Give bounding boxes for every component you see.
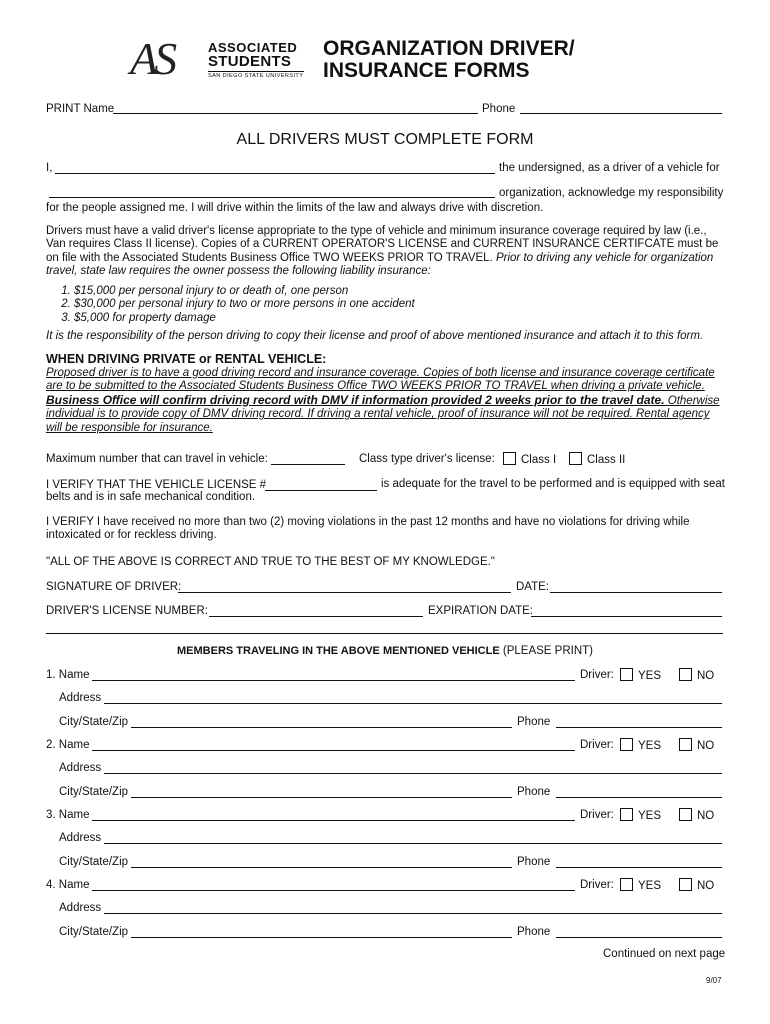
member-city-field[interactable]	[131, 937, 512, 938]
signature-label: SIGNATURE OF DRIVER:	[46, 581, 182, 593]
requirements-paragraph	[46, 225, 726, 279]
member-address-label: Address	[59, 762, 102, 774]
member-block	[0, 738, 770, 808]
member-name-label: 4. Name	[46, 879, 90, 891]
insurance-item: 3. $5,000 for property damage	[74, 312, 646, 325]
logo-divider	[208, 71, 304, 72]
member-block	[0, 878, 770, 948]
organization-field[interactable]	[49, 197, 495, 198]
member-city-label: City/State/Zip	[59, 926, 129, 938]
certify-text: "ALL OF THE ABOVE IS CORRECT AND TRUE TO THE BEST OF MY KNOWLEDGE."	[46, 556, 495, 568]
all-drivers-heading: ALL DRIVERS MUST COMPLETE FORM	[236, 131, 534, 148]
responsibility-text: It is the responsibility of the person driving to copy their license and proof of above mentioned insurance and attach it to this form.	[46, 330, 704, 342]
no-label: NO	[697, 880, 715, 892]
private-text-1: Proposed driver is to have a good driving record and insurance coverage. Copies of both license and insurance coverage certificate are to be submitted to the Associated Students Business Office TWO WEEKS PRIOR TO TRAVEL when driving a private vehicle.	[46, 367, 715, 393]
requirements-text: Drivers must have a valid driver's license appropriate to the type of vehicle and minimum insurance coverage required by law (i.e., Van requires Class II license). Copies of a CURRENT OPERATOR'S LICENSE and CURRENT INSURANCE CERTIFCATE must be on file with the Associated Students Business Office TWO WEEKS PRIOR TO TRAVEL.	[46, 225, 719, 264]
member-name-label: 3. Name	[46, 809, 90, 821]
undersigned-text: the undersigned, as a driver of a vehicle for	[499, 162, 720, 174]
print-name-field[interactable]	[113, 113, 478, 114]
phone-label: Phone	[482, 103, 516, 115]
member-city-field[interactable]	[131, 867, 512, 868]
organization-text: organization, acknowledge my responsibility	[499, 187, 724, 199]
member-driver-yes[interactable]	[620, 668, 661, 683]
yes-label: YES	[638, 810, 662, 822]
member-city-field[interactable]	[131, 797, 512, 798]
member-address-label: Address	[59, 692, 102, 704]
member-address-field[interactable]	[104, 703, 722, 704]
member-phone-label: Phone	[517, 786, 551, 798]
member-driver-label: Driver:	[580, 809, 614, 821]
no-checkbox[interactable]	[679, 808, 692, 821]
member-block	[0, 668, 770, 738]
continued-note: Continued on next page	[603, 948, 726, 960]
logo-line-associated: ASSOCIATED	[208, 40, 298, 55]
no-label: NO	[697, 670, 715, 682]
license-number-label: DRIVER'S LICENSE NUMBER:	[46, 605, 208, 617]
discretion-text: for the people assigned me. I will drive within the limits of the law and always drive with discretion.	[46, 202, 544, 214]
insurance-item: 2. $30,000 per personal injury to two or more persons in one accident	[74, 298, 646, 311]
member-driver-no[interactable]	[679, 878, 714, 893]
max-travel-field[interactable]	[271, 464, 345, 465]
members-heading-tail: (PLEASE PRINT)	[502, 645, 593, 657]
member-driver-label: Driver:	[580, 669, 614, 681]
member-phone-field[interactable]	[556, 797, 722, 798]
class-2-option[interactable]	[569, 452, 625, 467]
no-checkbox[interactable]	[679, 738, 692, 751]
members-heading-bold: MEMBERS TRAVELING IN THE ABOVE MENTIONED VEHICLE	[177, 645, 500, 657]
requirements-italic: Prior to driving any vehicle for organization travel, state law requires the owner possess the following liability insurance:	[46, 251, 714, 278]
class-1-label: Class I	[521, 454, 557, 466]
member-city-field[interactable]	[131, 727, 512, 728]
member-address-field[interactable]	[104, 913, 722, 914]
no-checkbox[interactable]	[679, 878, 692, 891]
member-block	[0, 808, 770, 878]
member-address-field[interactable]	[104, 843, 722, 844]
private-vehicle-heading: WHEN DRIVING PRIVATE or RENTAL VEHICLE:	[46, 352, 327, 366]
class-1-option[interactable]	[503, 452, 556, 467]
member-driver-yes[interactable]	[620, 738, 661, 753]
yes-checkbox[interactable]	[620, 738, 633, 751]
member-phone-label: Phone	[517, 716, 551, 728]
member-driver-yes[interactable]	[620, 878, 661, 893]
expiration-field[interactable]	[531, 616, 722, 617]
yes-label: YES	[638, 670, 662, 682]
class-1-checkbox[interactable]	[503, 452, 516, 465]
member-city-label: City/State/Zip	[59, 786, 129, 798]
i-label: I,	[46, 162, 53, 174]
date-label: DATE:	[516, 581, 550, 593]
member-name-label: 1. Name	[46, 669, 90, 681]
verify-license-tail	[46, 478, 726, 505]
yes-label: YES	[638, 740, 662, 752]
member-name-label: 2. Name	[46, 739, 90, 751]
member-driver-no[interactable]	[679, 738, 714, 753]
logo-initials: AS	[130, 33, 174, 84]
section-divider	[46, 633, 723, 634]
private-vehicle-paragraph	[46, 367, 724, 435]
no-checkbox[interactable]	[679, 668, 692, 681]
insurance-list	[46, 285, 646, 325]
member-driver-no[interactable]	[679, 668, 714, 683]
no-label: NO	[697, 810, 715, 822]
member-driver-no[interactable]	[679, 808, 714, 823]
yes-checkbox[interactable]	[620, 808, 633, 821]
max-travel-label: Maximum number that can travel in vehicle:	[46, 453, 268, 465]
form-title-line2: INSURANCE FORMS	[323, 59, 530, 82]
class-2-checkbox[interactable]	[569, 452, 582, 465]
member-city-label: City/State/Zip	[59, 716, 129, 728]
logo-line-students: STUDENTS	[208, 53, 292, 70]
member-driver-yes[interactable]	[620, 808, 661, 823]
member-address-field[interactable]	[104, 773, 722, 774]
logo-line-sdsu: SAN DIEGO STATE UNIVERSITY	[208, 73, 304, 79]
signature-field[interactable]	[178, 592, 511, 593]
private-bold-text: Business Office will confirm driving record with DMV if information provided 2 weeks prior to the travel date.	[46, 392, 665, 407]
member-driver-label: Driver:	[580, 739, 614, 751]
form-title-line1: ORGANIZATION DRIVER/	[323, 37, 575, 60]
member-phone-field[interactable]	[556, 937, 722, 938]
private-text-2: Otherwise individual is to provide copy of DMV driving record. If driving a rental vehicle, proof of insurance will not be required. Rental agency will be responsible for insurance.	[46, 394, 720, 434]
verify-license-label: I VERIFY THAT THE VEHICLE LICENSE #	[46, 479, 267, 491]
member-name-field[interactable]	[92, 750, 575, 751]
no-label: NO	[697, 740, 715, 752]
class-label: Class type driver's license:	[359, 453, 495, 465]
insurance-item: 1. $15,000 per personal injury to or death of, one person	[74, 285, 646, 298]
member-phone-field[interactable]	[556, 727, 722, 728]
member-name-field[interactable]	[92, 820, 575, 821]
phone-field[interactable]	[520, 113, 722, 114]
verify-violations-text: I VERIFY I have received no more than two (2) moving violations in the past 12 months and have no violations for driving while intoxicated or for reckless driving.	[46, 516, 690, 542]
member-city-label: City/State/Zip	[59, 856, 129, 868]
expiration-label: EXPIRATION DATE:	[428, 605, 534, 617]
member-phone-field[interactable]	[556, 867, 722, 868]
version-note: 9/07	[706, 976, 722, 985]
member-address-label: Address	[59, 902, 102, 914]
members-heading	[0, 644, 770, 658]
print-name-label: PRINT Name	[46, 103, 115, 115]
as-logo	[130, 33, 310, 88]
date-field[interactable]	[550, 592, 722, 593]
member-phone-label: Phone	[517, 926, 551, 938]
verify-license-text: is adequate for the travel to be performed and is equipped with seat belts and is in safe mechanical condition.	[46, 478, 725, 504]
yes-checkbox[interactable]	[620, 878, 633, 891]
member-name-field[interactable]	[92, 680, 575, 681]
driver-name-field[interactable]	[55, 173, 495, 174]
yes-label: YES	[638, 880, 662, 892]
member-name-field[interactable]	[92, 890, 575, 891]
member-driver-label: Driver:	[580, 879, 614, 891]
member-phone-label: Phone	[517, 856, 551, 868]
license-number-field[interactable]	[209, 616, 423, 617]
class-2-label: Class II	[587, 454, 626, 466]
yes-checkbox[interactable]	[620, 668, 633, 681]
member-address-label: Address	[59, 832, 102, 844]
